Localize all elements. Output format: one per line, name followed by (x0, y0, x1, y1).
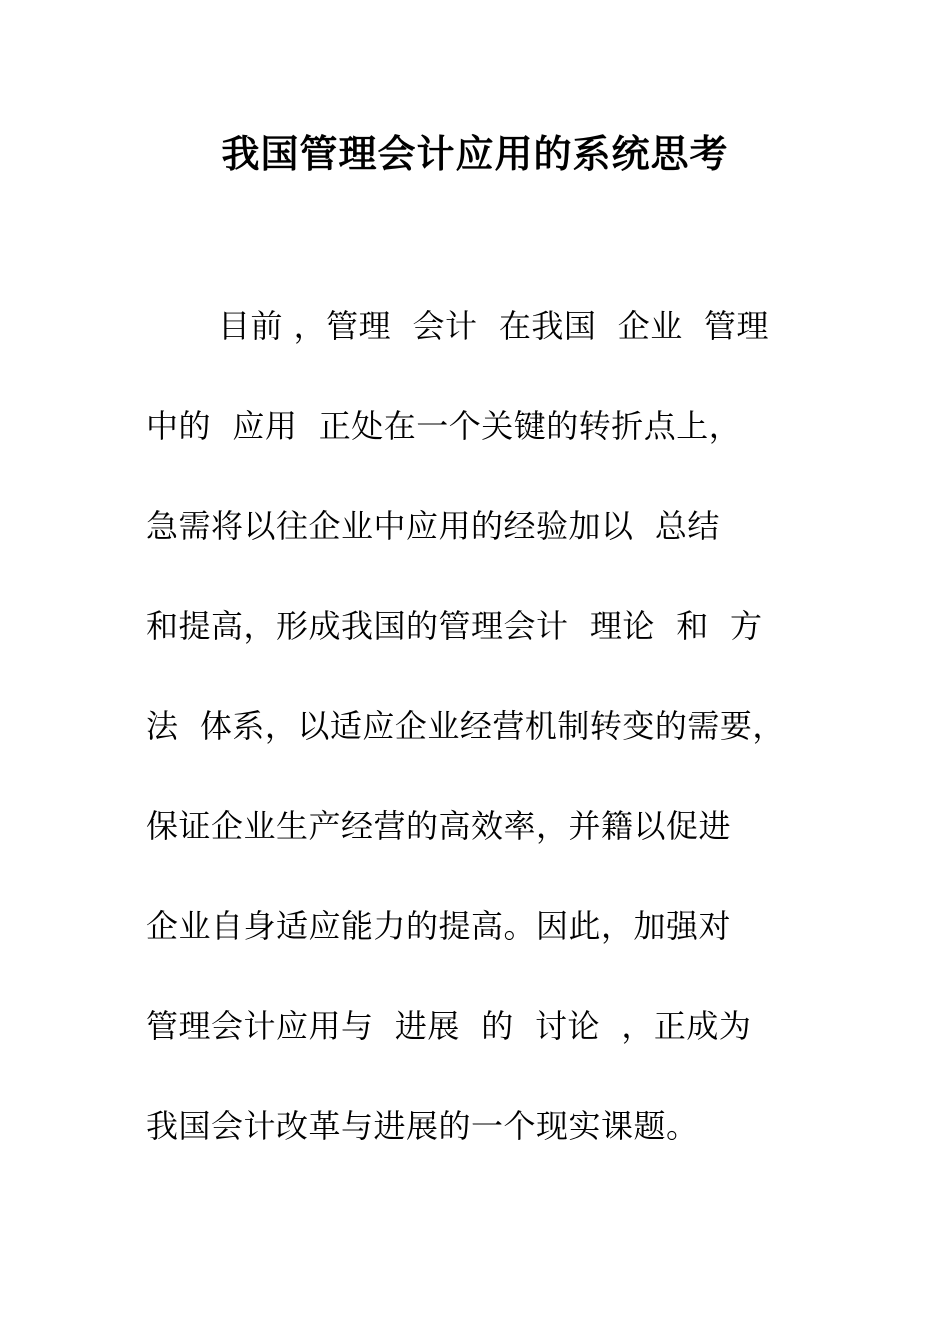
paragraph-line: 急需将以往企业中应用的经验加以 总结 (146, 507, 720, 545)
paragraph-line: 我国会计改革与进展的一个现实课题。 (146, 1107, 699, 1145)
paragraph-line: 法 体系，以适应企业经营机制转变的需要， (146, 707, 785, 745)
paragraph-line: 管理会计应用与 进展 的 讨论 ，正成为 (146, 1007, 752, 1045)
paragraph-line: 企业自身适应能力的提高。因此，加强对 (146, 907, 732, 945)
paragraph-line: 和提高，形成我国的管理会计 理论 和 方 (146, 607, 763, 645)
paragraph-line: 目前 ，管理 会计 在我国 企业 管理 (218, 307, 770, 345)
document-title: 我国管理会计应用的系统思考 (221, 131, 729, 176)
paragraph-line: 中的 应用 正处在一个关键的转折点上， (146, 407, 742, 445)
paragraph-line: 保证企业生产经营的高效率，并籍以促进 (146, 807, 732, 845)
